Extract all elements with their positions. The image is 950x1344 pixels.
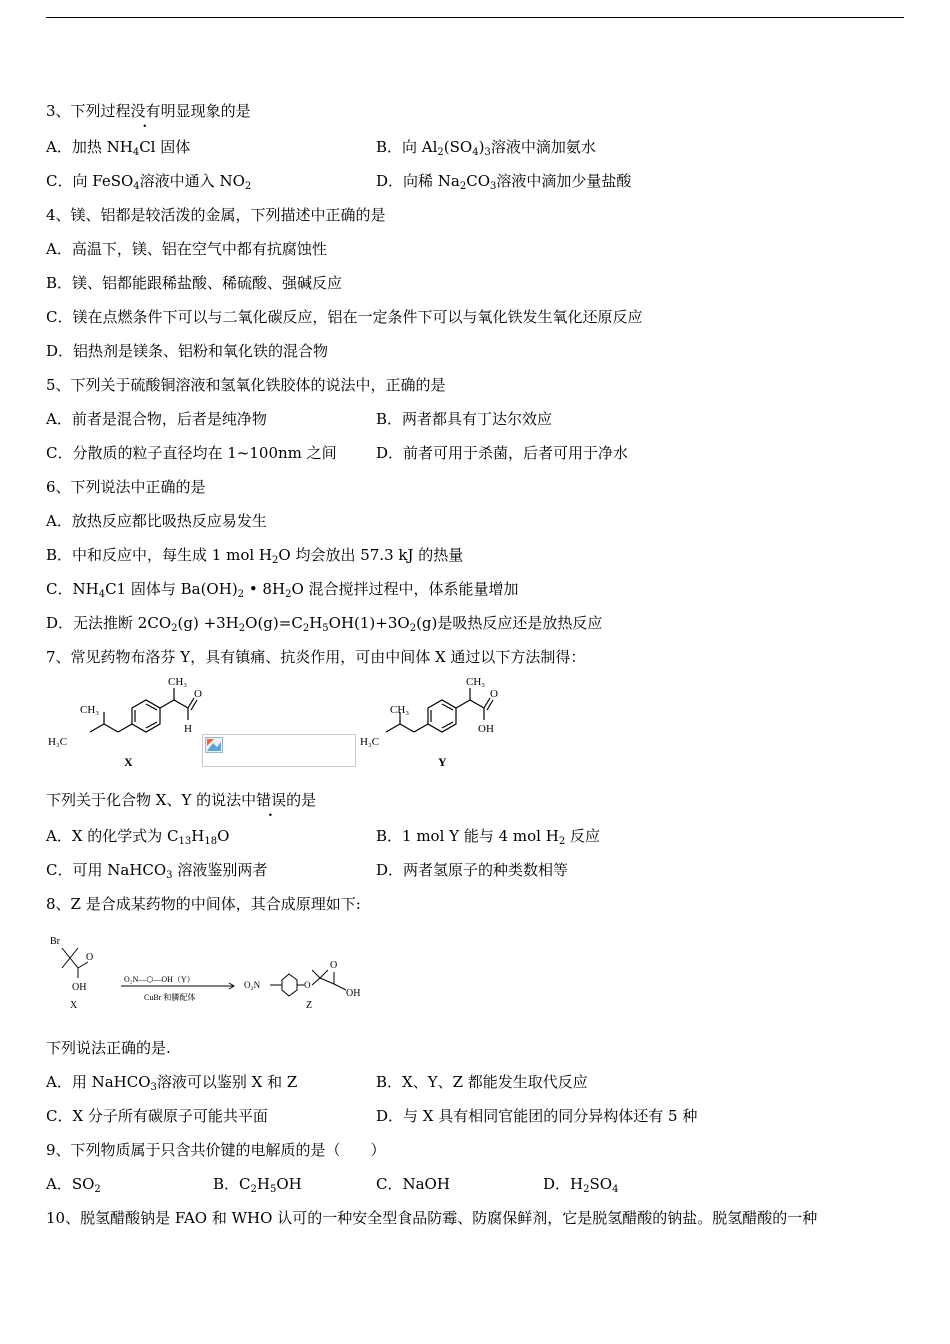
q8-label-x: X [70,1000,78,1011]
x-ch3-top: CH₃ [168,676,188,688]
x-label: X [124,755,133,769]
q3-option-a: A．加热 $NH_4Cl$ 固体 [46,138,191,158]
q8-label-z: Z [306,1000,313,1011]
q8-z-o-ether: O [304,980,311,990]
q4-option-c: C．镁在点燃条件下可以与二氧化碳反应，铝在一定条件下可以与氧化铁发生氧化还原反应 [46,308,643,326]
q6-stem: 6、下列说法中正确的是 [46,478,206,496]
q8-reagent: O₂N—⬡—OH（Y） [124,975,195,984]
x-o: O [194,688,202,700]
x-h: H [184,723,192,735]
y-ch3-branch: CH₃ [390,704,410,716]
y-label: Y [438,755,447,769]
q6-option-d: D．无法推断 $2CO_2(g) +3H_2O(g)=C_2H_5OH(1)+3O_2(g)$是吸热反应还是放热反应 [46,614,603,634]
q5-option-a: A．前者是混合物，后者是纯净物 [46,410,267,428]
q9-stem: 9、下列物质属于只含共价键的电解质的是（ ） [46,1141,386,1159]
structure-y [358,674,518,774]
q8-option-c: C．X 分子所有碳原子可能共平面 [46,1107,268,1125]
q3-option-d: D．向稀 $Na_2CO_3$溶液中滴加少量盐酸 [376,172,632,192]
q3-emphasis: 没有 [130,102,161,120]
q9-option-c: C．NaOH [376,1175,450,1193]
x-ch3-branch: CH₃ [80,704,100,716]
q7-option-d: D．两者氢原子的种类数相等 [376,861,569,879]
header-rule [46,17,904,18]
q6-option-b: B．中和反应中，每生成 1 mol $H_2O$ 均会放出 57.3 kJ 的热量 [46,546,464,566]
q4-option-a: A．高温下，镁、铝在空气中都有抗腐蚀性 [46,240,327,258]
structure-x [46,674,206,774]
q3-option-c: C．向 FeSO$_4$溶液中通入 $NO_2$ [46,172,252,192]
q3-option-b: B．向 $Al_2(SO_4)_3$溶液中滴加氨水 [376,138,596,158]
q4-option-d: D．铝热剂是镁条、铝粉和氧化铁的混合物 [46,342,329,360]
q5-option-c: C．分散质的粒子直径均在 1~100nm 之间 [46,444,337,462]
y-h3c: H₃C [360,736,380,748]
q7-emphasis: 错误 [256,791,287,809]
q8-option-a: A．用 NaHCO$_3$溶液可以鉴别 X 和 Z [46,1073,298,1093]
x-h3c: H₃C [48,736,68,748]
q5-stem: 5、下列关于硫酸铜溶液和氢氧化铁胶体的说法中，正确的是 [46,376,446,394]
broken-image-icon [205,737,223,753]
q5-option-b: B．两者都具有丁达尔效应 [376,410,553,428]
q6-option-c: C．$NH_4C1$ 固体与 $Ba(OH)_2$ • $8H_2O$ 混合搅拌过程中，体系能量增加 [46,580,519,600]
q8-option-d: D．与 X 具有相同官能团的同分异构体还有 5 种 [376,1107,698,1125]
q9-option-d: D．$H_2SO_4$ [543,1175,619,1195]
q8-br: Br [50,936,60,947]
y-oh: OH [478,723,494,735]
q5-option-d: D．前者可用于杀菌，后者可用于净水 [376,444,629,462]
q4-stem: 4、镁、铝都是较活泼的金属，下列描述中正确的是 [46,206,386,224]
y-ch3-top: CH₃ [466,676,486,688]
q7-option-c: C．可用 NaHCO$_3$ 溶液鉴别两者 [46,861,268,881]
q8-option-b: B．X、Y、Z 都能发生取代反应 [376,1073,588,1091]
q8-reaction-scheme [46,926,396,1012]
y-o: O [490,688,498,700]
q9-option-a: A．$SO_2$ [46,1175,101,1195]
q9-option-b: B．$C_2H_5OH$ [213,1175,302,1195]
q8-x-oh: OH [72,982,87,993]
q8-stem: 8、Z 是合成某药物的中间体，其合成原理如下: [46,895,361,913]
q8-z-oh: OH [346,988,361,999]
q7-option-b: B．1 mol Y 能与 4 mol $H_2$ 反应 [376,827,600,847]
q7-stem: 7、常见药物布洛芬 Y，具有镇痛、抗炎作用，可由中间体 X 通过以下方法制得： [46,648,586,666]
q8-x-o: O [86,952,94,963]
q8-z-o: O [330,960,338,971]
q8-substem: 下列说法正确的是. [46,1039,171,1057]
q3-stem: 3、下列过程没有明显现象的是 [46,102,251,120]
q10-stem: 10、脱氢醋酸钠是 FAO 和 WHO 认可的一种安全型食品防霉、防腐保鲜剂，它是脱氢醋酸的钠盐。脱氢醋酸的一种 [46,1209,818,1227]
q4-option-b: B．镁、铝都能跟稀盐酸、稀硫酸、强碱反应 [46,274,343,292]
q8-o2n: O₂N [244,980,261,990]
broken-image-placeholder [202,734,356,767]
q7-option-a: A．X 的化学式为 $C_{13}H_{18}O$ [46,827,230,847]
q8-condition: CuBr 和膦配体 [144,993,196,1002]
q7-substem: 下列关于化合物 X、Y 的说法中错误的是 [46,791,317,809]
q6-option-a: A．放热反应都比吸热反应易发生 [46,512,267,530]
